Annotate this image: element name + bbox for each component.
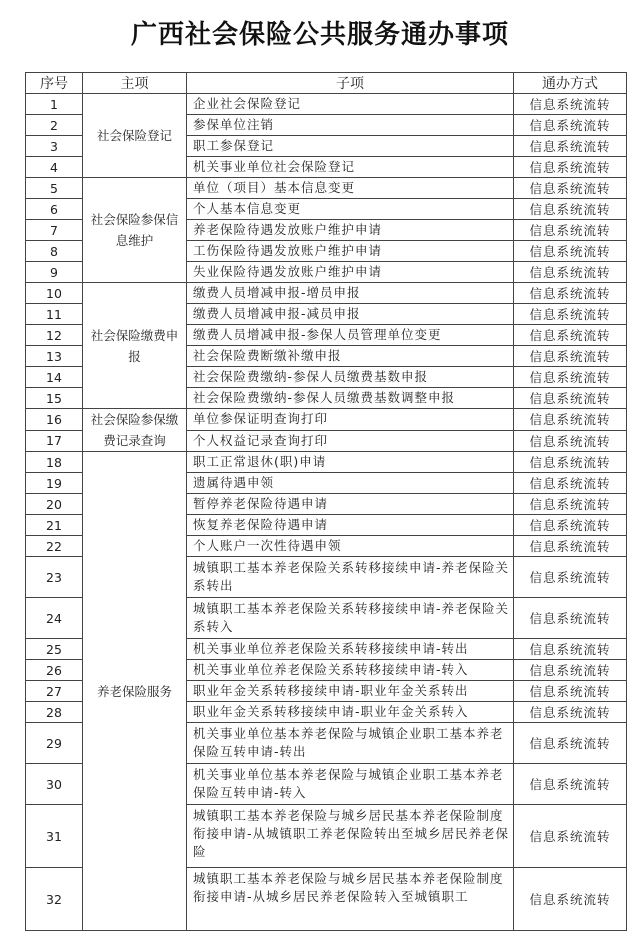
row-number: 25 xyxy=(26,639,83,660)
mode-cell: 信息系统流转 xyxy=(514,430,627,452)
row-number: 20 xyxy=(26,494,83,515)
sub-item-cell: 机关事业单位基本养老保险与城镇企业职工基本养老保险互转申请-转入 xyxy=(187,764,514,805)
row-number: 29 xyxy=(26,723,83,764)
sub-item-cell: 单位参保证明查询打印 xyxy=(187,409,514,431)
sub-item-cell: 恢复养老保险待遇申请 xyxy=(187,515,514,536)
mode-cell: 信息系统流转 xyxy=(514,199,627,220)
sub-item-cell: 机关事业单位养老保险关系转移接续申请-转入 xyxy=(187,660,514,681)
row-number: 16 xyxy=(26,409,83,431)
table-row xyxy=(26,178,627,199)
row-number: 9 xyxy=(26,262,83,283)
row-number: 7 xyxy=(26,220,83,241)
sub-item-cell: 个人权益记录查询打印 xyxy=(187,430,514,452)
mode-cell: 信息系统流转 xyxy=(514,764,627,805)
row-number: 28 xyxy=(26,702,83,723)
row-number: 15 xyxy=(26,388,83,409)
table-row xyxy=(26,283,627,304)
sub-item-cell: 工伤保险待遇发放账户维护申请 xyxy=(187,241,514,262)
mode-cell: 信息系统流转 xyxy=(514,681,627,702)
table-row xyxy=(26,94,627,115)
row-number: 19 xyxy=(26,473,83,494)
row-number: 26 xyxy=(26,660,83,681)
sub-item-cell: 个人基本信息变更 xyxy=(187,199,514,220)
mode-cell: 信息系统流转 xyxy=(514,94,627,115)
sub-item-cell: 城镇职工基本养老保险与城乡居民基本养老保险制度衔接申请-从城镇职工养老保险转出至城乡居民养老保险 xyxy=(187,805,514,868)
mode-cell: 信息系统流转 xyxy=(514,136,627,157)
table-header-row xyxy=(26,73,627,94)
row-number: 12 xyxy=(26,325,83,346)
mode-cell: 信息系统流转 xyxy=(514,241,627,262)
main-item-cell: 社会保险参保缴费记录查询 xyxy=(83,409,187,452)
sub-item-cell: 缴费人员增减申报-减员申报 xyxy=(187,304,514,325)
table-body xyxy=(26,94,627,931)
mode-cell: 信息系统流转 xyxy=(514,346,627,367)
mode-cell: 信息系统流转 xyxy=(514,262,627,283)
mode-cell: 信息系统流转 xyxy=(514,367,627,388)
row-number: 2 xyxy=(26,115,83,136)
sub-item-cell: 城镇职工基本养老保险关系转移接续申请-养老保险关系转出 xyxy=(187,557,514,598)
mode-cell: 信息系统流转 xyxy=(514,388,627,409)
row-number: 24 xyxy=(26,598,83,639)
mode-cell: 信息系统流转 xyxy=(514,723,627,764)
header-main: 主项 xyxy=(83,73,187,94)
mode-cell: 信息系统流转 xyxy=(514,283,627,304)
row-number: 22 xyxy=(26,536,83,557)
row-number: 5 xyxy=(26,178,83,199)
sub-item-cell: 暂停养老保险待遇申请 xyxy=(187,494,514,515)
mode-cell: 信息系统流转 xyxy=(514,220,627,241)
sub-item-cell: 社会保险费缴纳-参保人员缴费基数调整申报 xyxy=(187,388,514,409)
sub-item-cell: 职业年金关系转移接续申请-职业年金关系转入 xyxy=(187,702,514,723)
row-number: 1 xyxy=(26,94,83,115)
mode-cell: 信息系统流转 xyxy=(514,557,627,598)
mode-cell: 信息系统流转 xyxy=(514,115,627,136)
mode-cell: 信息系统流转 xyxy=(514,702,627,723)
row-number: 32 xyxy=(26,868,83,931)
sub-item-cell: 机关事业单位养老保险关系转移接续申请-转出 xyxy=(187,639,514,660)
row-number: 21 xyxy=(26,515,83,536)
mode-cell: 信息系统流转 xyxy=(514,452,627,473)
mode-cell: 信息系统流转 xyxy=(514,304,627,325)
sub-item-cell: 职业年金关系转移接续申请-职业年金关系转出 xyxy=(187,681,514,702)
row-number: 31 xyxy=(26,805,83,868)
mode-cell: 信息系统流转 xyxy=(514,639,627,660)
sub-item-cell: 参保单位注销 xyxy=(187,115,514,136)
mode-cell: 信息系统流转 xyxy=(514,536,627,557)
mode-cell: 信息系统流转 xyxy=(514,325,627,346)
main-item-cell: 社会保险参保信息维护 xyxy=(83,178,187,283)
sub-item-cell: 城镇职工基本养老保险关系转移接续申请-养老保险关系转入 xyxy=(187,598,514,639)
row-number: 30 xyxy=(26,764,83,805)
sub-item-cell: 缴费人员增减申报-增员申报 xyxy=(187,283,514,304)
mode-cell: 信息系统流转 xyxy=(514,409,627,431)
table-row xyxy=(26,452,627,473)
mode-cell: 信息系统流转 xyxy=(514,515,627,536)
sub-item-cell: 职工正常退休(职)申请 xyxy=(187,452,514,473)
sub-item-cell: 缴费人员增减申报-参保人员管理单位变更 xyxy=(187,325,514,346)
mode-cell: 信息系统流转 xyxy=(514,660,627,681)
sub-item-cell: 单位（项目）基本信息变更 xyxy=(187,178,514,199)
main-item-cell: 养老保险服务 xyxy=(83,452,187,931)
row-number: 3 xyxy=(26,136,83,157)
mode-cell: 信息系统流转 xyxy=(514,805,627,868)
mode-cell: 信息系统流转 xyxy=(514,494,627,515)
row-number: 6 xyxy=(26,199,83,220)
sub-item-cell: 城镇职工基本养老保险与城乡居民基本养老保险制度衔接申请-从城乡居民养老保险转入至城镇职工 xyxy=(187,868,514,931)
row-number: 27 xyxy=(26,681,83,702)
mode-cell: 信息系统流转 xyxy=(514,473,627,494)
row-number: 4 xyxy=(26,157,83,178)
mode-cell: 信息系统流转 xyxy=(514,598,627,639)
header-no: 序号 xyxy=(26,73,83,94)
sub-item-cell: 机关事业单位社会保险登记 xyxy=(187,157,514,178)
sub-item-cell: 个人账户一次性待遇申领 xyxy=(187,536,514,557)
header-sub: 子项 xyxy=(187,73,514,94)
table-row xyxy=(26,409,627,431)
mode-cell: 信息系统流转 xyxy=(514,157,627,178)
mode-cell: 信息系统流转 xyxy=(514,868,627,931)
services-table xyxy=(25,72,627,931)
sub-item-cell: 遗属待遇申领 xyxy=(187,473,514,494)
sub-item-cell: 社会保险费缴纳-参保人员缴费基数申报 xyxy=(187,367,514,388)
sub-item-cell: 社会保险费断缴补缴申报 xyxy=(187,346,514,367)
row-number: 18 xyxy=(26,452,83,473)
row-number: 8 xyxy=(26,241,83,262)
main-item-cell: 社会保险缴费申报 xyxy=(83,283,187,409)
row-number: 14 xyxy=(26,367,83,388)
sub-item-cell: 失业保险待遇发放账户维护申请 xyxy=(187,262,514,283)
sub-item-cell: 机关事业单位基本养老保险与城镇企业职工基本养老保险互转申请-转出 xyxy=(187,723,514,764)
sub-item-cell: 养老保险待遇发放账户维护申请 xyxy=(187,220,514,241)
main-item-cell: 社会保险登记 xyxy=(83,94,187,178)
mode-cell: 信息系统流转 xyxy=(514,178,627,199)
row-number: 11 xyxy=(26,304,83,325)
row-number: 13 xyxy=(26,346,83,367)
row-number: 17 xyxy=(26,430,83,452)
sub-item-cell: 职工参保登记 xyxy=(187,136,514,157)
page-title: 广西社会保险公共服务通办事项 xyxy=(130,20,509,50)
sub-item-cell: 企业社会保险登记 xyxy=(187,94,514,115)
row-number: 23 xyxy=(26,557,83,598)
header-mode: 通办方式 xyxy=(514,73,627,94)
row-number: 10 xyxy=(26,283,83,304)
